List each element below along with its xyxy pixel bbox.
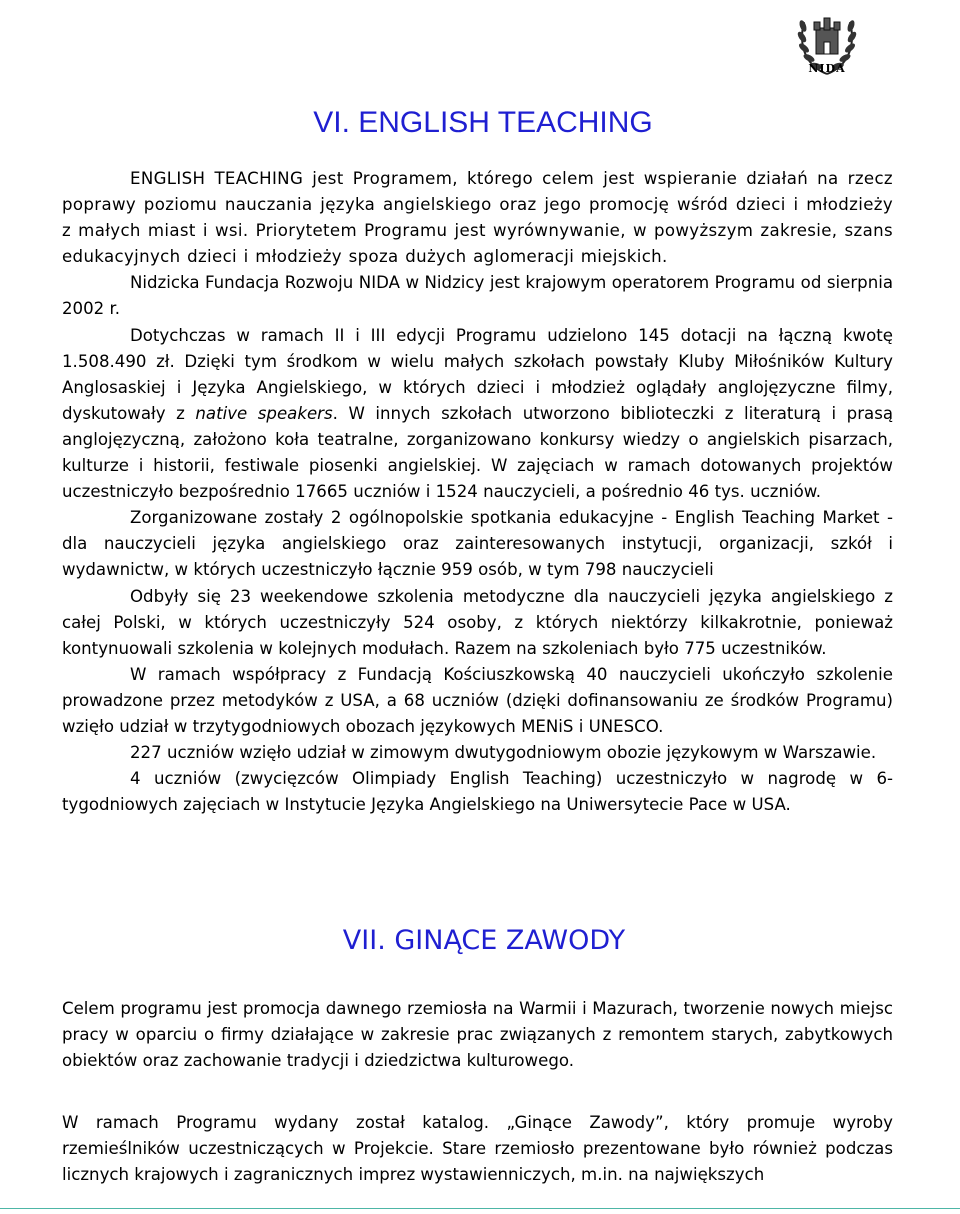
ginace-zawody-body [62, 1110, 893, 1188]
italic-phrase: native speakers [195, 403, 333, 423]
nida-logo [794, 4, 860, 82]
page-bottom-rule [0, 1208, 960, 1209]
paragraph: ENGLISH TEACHING jest Programem, którego celem jest wspieranie działań na rzecz poprawy poziomu nauczania języka angielskiego oraz jego promocję wśród dzieci i młodzieży z małych miast i wsi. Priorytetem Programu jest wyrównywanie, w powyższym zakresie, szans edukacyjnych dzieci i młodzieży spoza dużych aglomeracji miejskich. [62, 169, 893, 267]
paragraph: 4 uczniów (zwycięzców Olimpiady English Teaching) uczestniczyło w nagrodę w 6-tygodniowych zajęciach w Instytucie Języka Angielskiego na Uniwersytecie Pace w USA. [62, 769, 893, 815]
paragraph: Zorganizowane zostały 2 ogólnopolskie spotkania edukacyjne - English Teaching Market - dla nauczycieli języka angielskiego oraz zainteresowanych instytucji, organizacji, szkół i wydawnictw, w których uczestniczyło łącznie 959 osób, w tym 798 nauczycieli [62, 508, 893, 580]
paragraph: 227 uczniów wzięło udział w zimowym dwutygodniowym obozie językowym w Warszawie. [130, 743, 877, 763]
paragraph: Nidzicka Fundacja Rozwoju NIDA w Nidzicy jest krajowym operatorem Programu od sierpnia 2002 r. [62, 273, 893, 319]
paragraph [62, 323, 893, 506]
paragraph: W ramach współpracy z Fundacją Kościuszkowską 40 nauczycieli ukończyło szkolenie prowadzone przez metodyków z USA, a 68 uczniów (dzięki dofinansowaniu ze środków Programu) wzięło udział w trzytygodniowych obozach językowych MENiS i UNESCO. [62, 664, 893, 736]
english-teaching-body [62, 166, 893, 818]
paragraph-text: Dotychczas w ramach II i III edycji Programu udzielono 145 dotacji na łączną kwotę 1.508.490 zł. Dzięki tym środkom w wielu małych szkołach powstały Kluby Miłośników Kultury Anglosaskiej i Języka Angielskiego, w których dzieci i młodzież oglądały anglojęzyczne filmy, dyskutowały z [62, 325, 893, 423]
paragraph: Celem programu jest promocja dawnego rzemiosła na Warmii i Mazurach, tworzenie nowych miejsc pracy w oparciu o firmy działające w zakresie prac związanych z remontem starych, zabytkowych obiektów oraz zachowanie tradycji i dziedzictwa kulturowego. [62, 999, 893, 1071]
ginace-zawody-intro [62, 996, 893, 1074]
section-heading-ginace-zawody: VII. GINĄCE ZAWODY [342, 925, 626, 956]
paragraph-text: . W innych szkołach utworzono biblioteczki z literaturą i prasą anglojęzyczną, założono koła teatralne, zorganizowano konkursy wiedzy o angielskich pisarzach, kulturze i historii, festiwale piosenki angielskiej. W zajęciach w ramach dotowanych projektów uczestniczyło bezpośrednio 17665 uczniów i 1524 nauczycieli, a pośrednio 46 tys. uczniów. [62, 403, 894, 502]
paragraph: W ramach Programu wydany został katalog. „Ginące Zawody”, który promuje wyroby rzemieślników uczestniczących w Projekcie. Stare rzemiosło prezentowane było również podczas licznych krajowych i zagranicznych imprez wystawienniczych, m.in. na największych [62, 1113, 893, 1185]
paragraph: Odbyły się 23 weekendowe szkolenia metodyczne dla nauczycieli języka angielskiego z całej Polski, w których uczestniczyły 524 osoby, z których niektórzy kilkakrotnie, ponieważ kontynuowali szkolenia w kolejnych modułach. Razem na szkoleniach było 775 uczestników. [62, 586, 893, 658]
logo-text: NIDA [808, 62, 846, 75]
section-heading-english-teaching: VI. ENGLISH TEACHING [313, 106, 653, 139]
